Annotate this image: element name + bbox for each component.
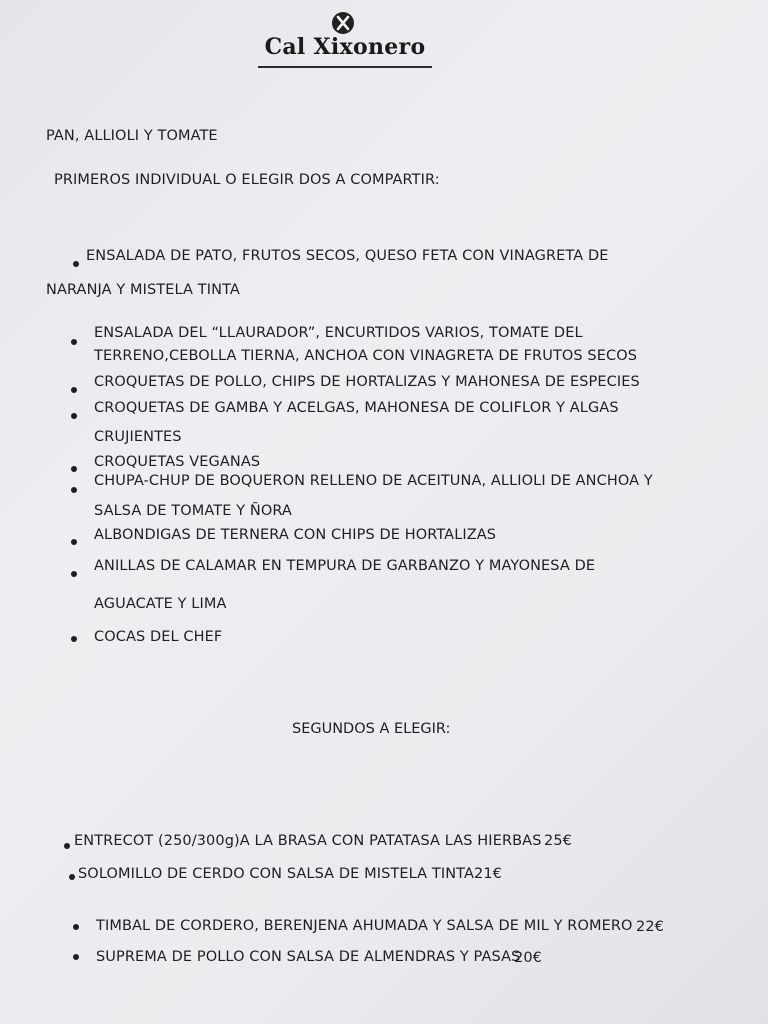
primeros-item-4-line-1: CROQUETAS DE GAMBA Y ACELGAS, MAHONESA DE COLIFLOR Y ALGAS: [94, 400, 619, 416]
segundos-item-1-name: ENTRECOT (250/300g)A LA BRASA CON PATATASA LAS HIERBAS: [74, 833, 542, 849]
bullet-icon: [71, 466, 77, 472]
segundos-item-1-price: 25€: [544, 833, 572, 849]
primeros-item-6-line-1: CHUPA-CHUP DE BOQUERON RELLENO DE ACEITUNA, ALLIOLI DE ANCHOA Y: [94, 473, 653, 489]
segundos-item-4-price: 20€: [514, 950, 542, 966]
primeros-item-4-line-2: CRUJIENTES: [94, 429, 182, 445]
bullet-icon: [73, 924, 79, 930]
primeros-heading: PRIMEROS INDIVIDUAL O ELEGIR DOS A COMPARTIR:: [54, 172, 440, 188]
bullet-icon: [73, 954, 79, 960]
primeros-item-1-line-2: NARANJA Y MISTELA TINTA: [46, 282, 240, 298]
bullet-icon: [71, 636, 77, 642]
primeros-item-9-line-1: COCAS DEL CHEF: [94, 629, 223, 645]
bullet-icon: [64, 843, 70, 849]
primeros-item-5-line-1: CROQUETAS VEGANAS: [94, 454, 261, 470]
segundos-heading: SEGUNDOS A ELEGIR:: [292, 721, 451, 737]
primeros-item-3-line-1: CROQUETAS DE POLLO, CHIPS DE HORTALIZAS Y MAHONESA DE ESPECIES: [94, 374, 640, 390]
restaurant-name: Cal Xixonero: [264, 34, 426, 60]
title-underline: [258, 66, 432, 68]
intro-line: PAN, ALLIOLI Y TOMATE: [46, 128, 218, 144]
primeros-item-1-line-1: ENSALADA DE PATO, FRUTOS SECOS, QUESO FETA CON VINAGRETA DE: [86, 248, 609, 264]
primeros-item-8-line-2: AGUACATE Y LIMA: [94, 596, 227, 612]
segundos-item-2-price: 21€: [474, 866, 502, 882]
bullet-icon: [71, 571, 77, 577]
segundos-item-3-price: 22€: [636, 919, 664, 935]
primeros-item-7-line-1: ALBONDIGAS DE TERNERA CON CHIPS DE HORTALIZAS: [94, 527, 497, 543]
bullet-icon: [71, 339, 77, 345]
bullet-icon: [71, 413, 77, 419]
segundos-item-3-name: TIMBAL DE CORDERO, BERENJENA AHUMADA Y SALSA DE MIL Y ROMERO: [96, 918, 633, 934]
bullet-icon: [69, 874, 75, 880]
bullet-icon: [71, 387, 77, 393]
bullet-icon: [73, 261, 79, 267]
bullet-icon: [71, 539, 77, 545]
primeros-item-8-line-1: ANILLAS DE CALAMAR EN TEMPURA DE GARBANZO Y MAYONESA DE: [94, 558, 596, 574]
segundos-item-2-name: SOLOMILLO DE CERDO CON SALSA DE MISTELA TINTA: [78, 866, 475, 882]
primeros-item-6-line-2: SALSA DE TOMATE Y ÑORA: [94, 503, 292, 519]
x-circle-logo-icon: [332, 12, 354, 34]
primeros-item-2-line-1: ENSALADA DEL “LLAURADOR”, ENCURTIDOS VARIOS, TOMATE DEL: [94, 325, 583, 341]
bullet-icon: [71, 487, 77, 493]
segundos-item-4-name: SUPREMA DE POLLO CON SALSA DE ALMENDRAS Y PASAS: [96, 949, 521, 965]
primeros-item-2-line-2: TERRENO,CEBOLLA TIERNA, ANCHOA CON VINAGRETA DE FRUTOS SECOS: [94, 348, 638, 364]
